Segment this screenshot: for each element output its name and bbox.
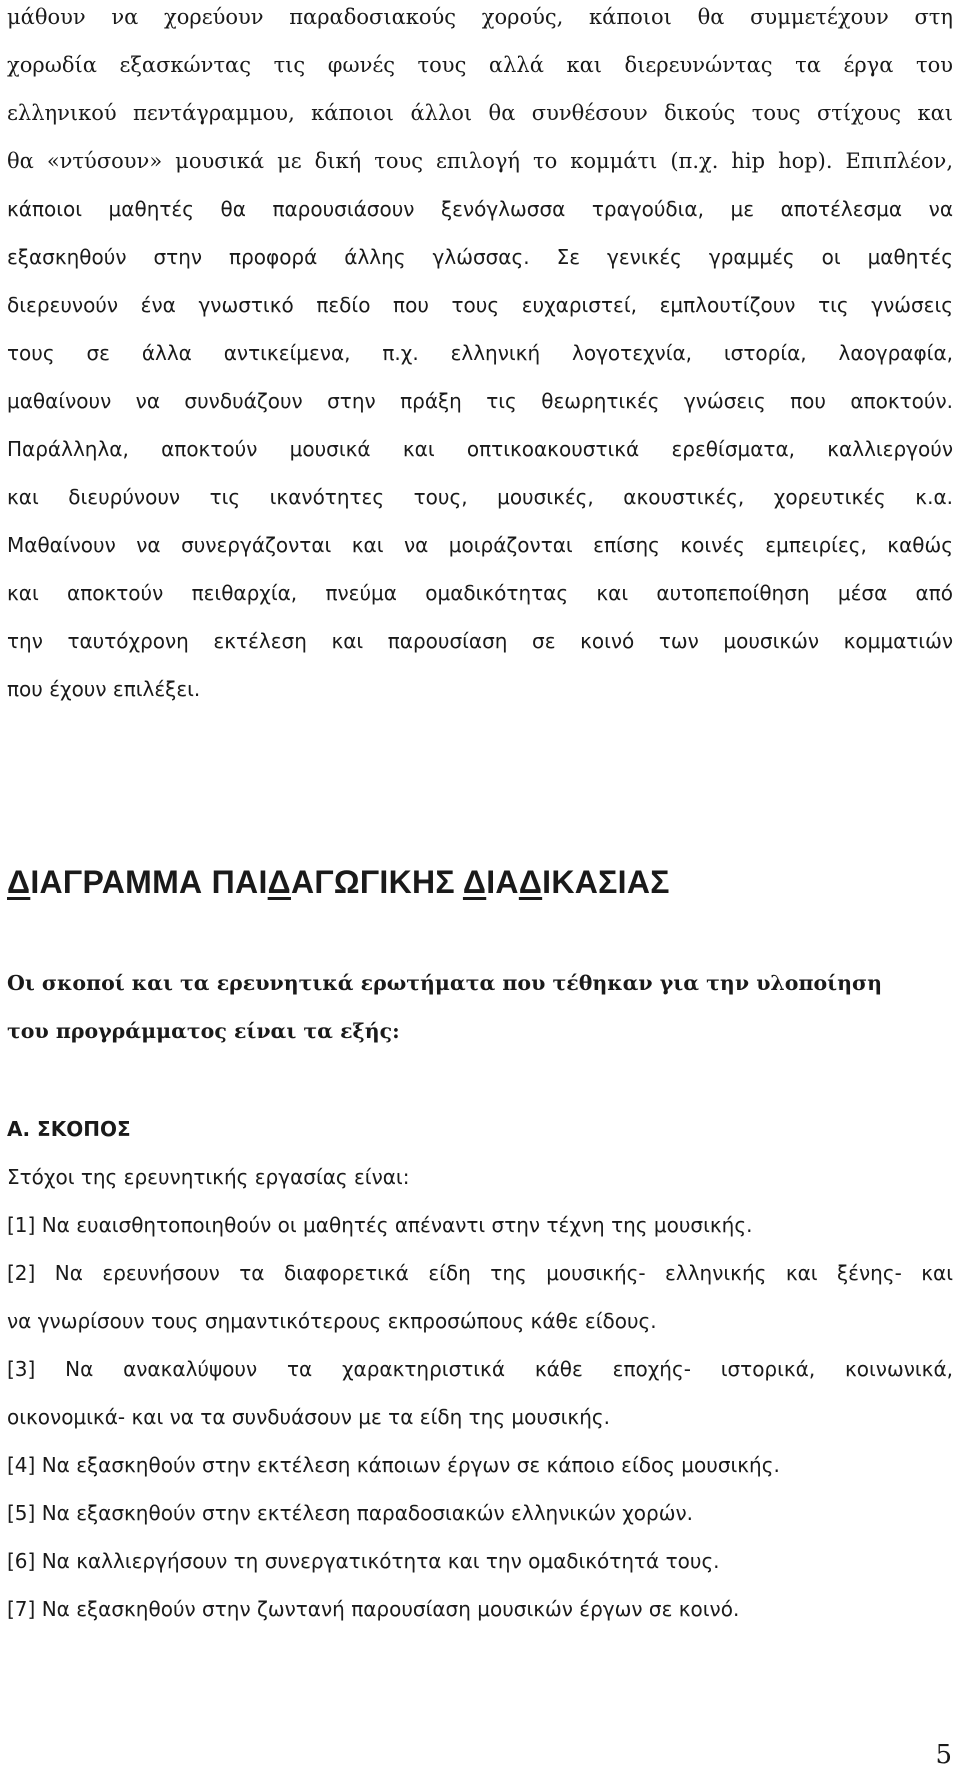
body-line: και αποκτούν πειθαρχία, πνεύμα ομαδικότητας και αυτοπεποίθηση μέσα από [7,581,953,605]
heading-letter: Δ [518,864,543,900]
section-heading [7,862,670,902]
heading-text: ΙΑ [486,864,519,900]
heading-letter: Δ [462,864,487,900]
body-line: Παράλληλα, αποκτούν μουσικά και οπτικοακουστικά ερεθίσματα, καλλιεργούν [7,437,953,461]
goal-item: [6] Να καλλιεργήσουν τη συνεργατικότητα και την ομαδικότητά τους. [7,1549,720,1573]
body-line: Μαθαίνουν να συνεργάζονται και να μοιράζονται επίσης κοινές εμπειρίες, καθώς [7,533,953,557]
body-line: θα «ντύσουν» μουσικά με δική τους επιλογή το κομμάτι (π.χ. hip hop). Επιπλέον, [7,149,953,173]
body-line: κάποιοι μαθητές θα παρουσιάσουν ξενόγλωσσα τραγούδια, με αποτέλεσμα να [7,197,953,221]
subheading-line: του προγράμματος είναι τα εξής: [7,1019,400,1043]
goal-item-continuation: οικονομικά- και να τα συνδυάσουν με τα είδη της μουσικής. [7,1405,610,1429]
body-line: χορωδία εξασκώντας τις φωνές τους αλλά και διερευνώντας τα έργα του [7,53,953,77]
body-line: διερευνούν ένα γνωστικό πεδίο που τους ευχαριστεί, εμπλουτίζουν τις γνώσεις [7,293,953,317]
body-line: μαθαίνουν να συνδυάζουν στην πράξη τις θεωρητικές γνώσεις που αποκτούν. [7,389,953,413]
goal-item: [4] Να εξασκηθούν στην εκτέλεση κάποιων έργων σε κάποιο είδος μουσικής. [7,1453,780,1477]
goals-intro: Στόχοι της ερευνητικής εργασίας είναι: [7,1165,410,1189]
goal-item: [7] Να εξασκηθούν στην ζωντανή παρουσίαση μουσικών έργων σε κοινό. [7,1597,740,1621]
subheading-line: Οι σκοποί και τα ερευνητικά ερωτήματα που τέθηκαν για την υλοποίηση [7,971,882,995]
body-line: που έχουν επιλέξει. [7,677,201,701]
heading-letter: Δ [7,864,31,900]
body-line: την ταυτόχρονη εκτέλεση και παρουσίαση σε κοινό των μουσικών κομματιών [7,629,953,653]
body-line: ελληνικού πεντάγραμμου, κάποιοι άλλοι θα συνθέσουν δικούς τους στίχους και [7,101,953,125]
page-number: 5 [935,1740,952,1770]
body-line: τους σε άλλα αντικείμενα, π.χ. ελληνική λογοτεχνία, ιστορία, λαογραφία, [7,341,953,365]
goal-item-continuation: να γνωρίσουν τους σημαντικότερους εκπροσώπους κάθε είδους. [7,1309,657,1333]
body-line: μάθουν να χορεύουν παραδοσιακούς χορούς, κάποιοι θα συμμετέχουν στη [7,5,953,29]
heading-letter: Δ [267,864,291,900]
goal-item: [5] Να εξασκηθούν στην εκτέλεση παραδοσιακών ελληνικών χορών. [7,1501,693,1525]
heading-text: ΙΚΑΣΙΑΣ [542,864,670,900]
body-line: εξασκηθούν στην προφορά άλλης γλώσσας. Σε γενικές γραμμές οι μαθητές [7,245,953,269]
heading-text: ΑΓΩΓΙΚΗΣ [290,864,463,900]
heading-text: ΙΑΓΡΑΜΜΑ ΠΑΙ [30,864,268,900]
goal-item: [1] Να ευαισθητοποιηθούν οι μαθητές απέναντι στην τέχνη της μουσικής. [7,1213,753,1237]
goal-item: [3] Να ανακαλύψουν τα χαρακτηριστικά κάθε εποχής- ιστορικά, κοινωνικά, [7,1357,953,1381]
section-title: Α. ΣΚΟΠΟΣ [7,1117,131,1141]
body-line: και διευρύνουν τις ικανότητες τους, μουσικές, ακουστικές, χορευτικές κ.α. [7,485,953,509]
goal-item: [2] Να ερευνήσουν τα διαφορετικά είδη της μουσικής- ελληνικής και ξένης- και [7,1261,953,1285]
